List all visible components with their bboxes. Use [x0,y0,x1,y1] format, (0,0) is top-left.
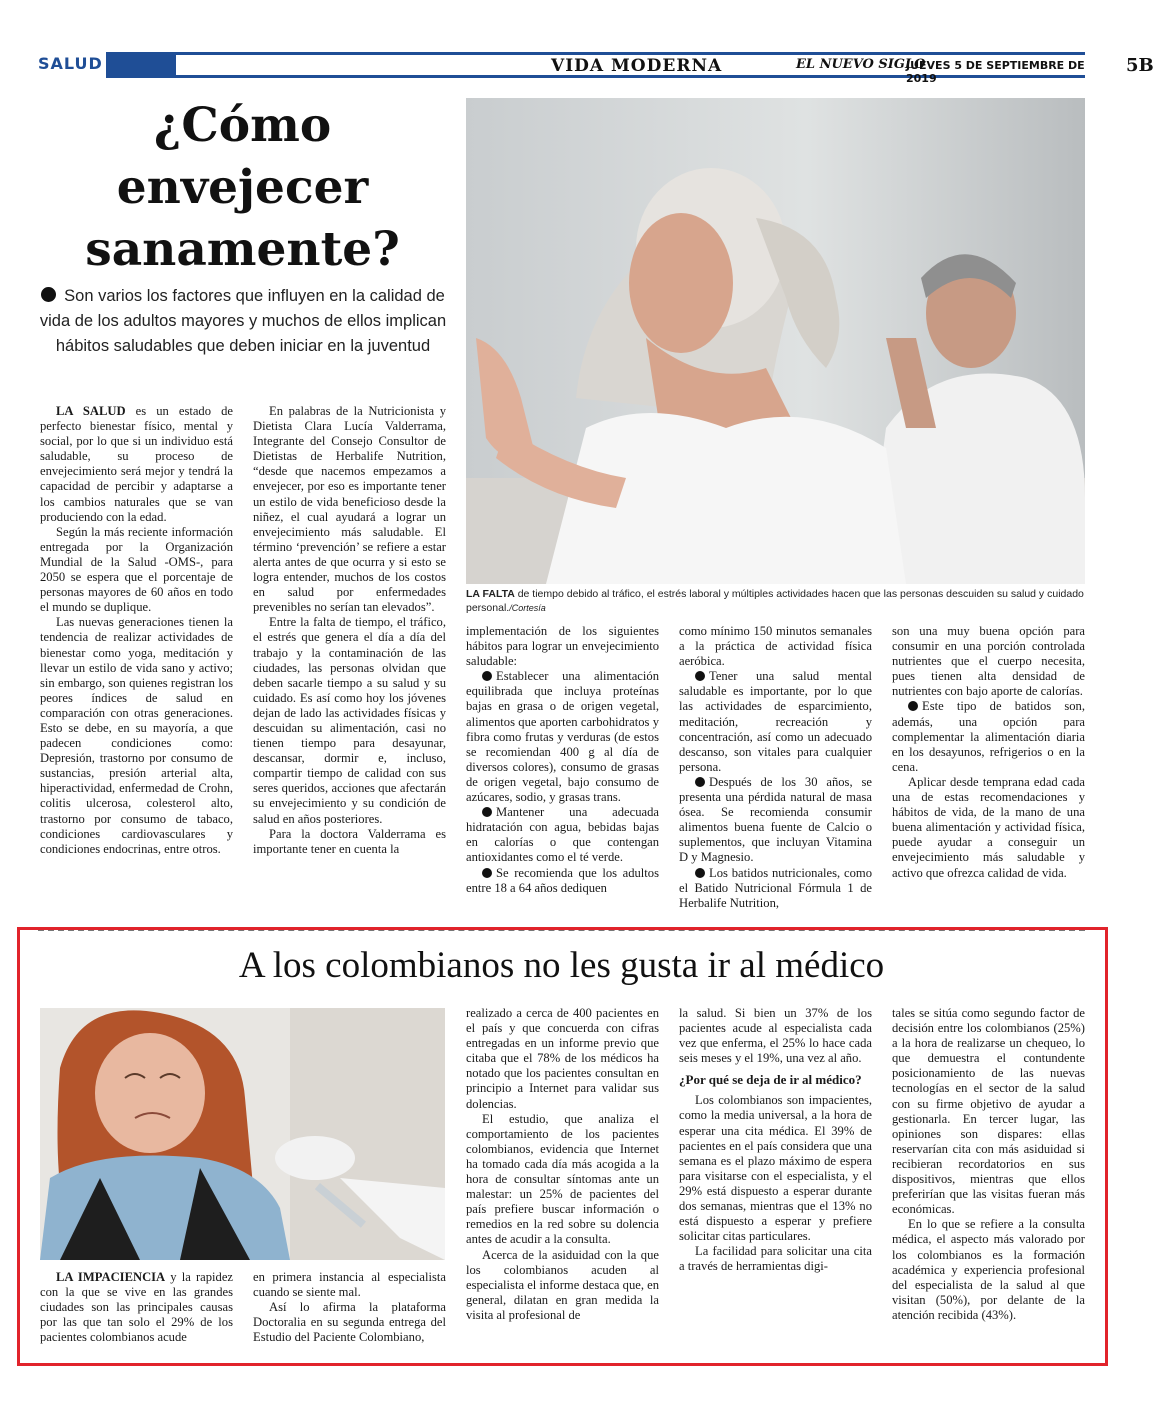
paragraph [40,1270,233,1345]
photo-credit: /Cortesía [509,603,546,613]
paragraph-text: en primera instancia al especialista cuando se siente mal. [253,1270,446,1300]
yoga-illustration [466,98,1085,584]
paragraph-text: El estudio, que analiza el comportamiento de los pacientes colombianos, evidencia que Internet ha tomado cada día más acogida a la hora de consultar síntomas ante un malestar: un 25% de pacientes del país prefiere buscar información o remedios en la red sobre su dolencia antes de acudir a la consulta. [466,1111,659,1247]
paragraph-text: Establecer una alimentación equilibrada que incluya proteínas bajas en grasa o de origen vegetal, alimentos que aporten carbohidratos y fibra como frutas y verduras (de estos se recomiendan 400 g al día de diversos colores), consumo de grasas de origen vegetal, bajo consumo de azúcares, sodio, y grasas trans. [466,669,659,805]
paragraph [253,1270,446,1300]
article1-column-5 [892,624,1085,920]
newspaper-name: EL NUEVO SIGLO [796,57,926,72]
bullet-icon [695,671,705,681]
header-band [106,52,1154,85]
caption-lead: LA FALTA [466,588,515,600]
article1-column-4 [679,624,872,920]
paragraph [892,699,1085,774]
paragraph-text: Se recomienda que los adultos entre 18 a 64 años dediquen [466,865,659,895]
paragraph-text: y la rapidez con la que se vive en las grandes ciudades son las principales causas por las que tan solo el 29% de los pacientes colombianos acude [40,1270,233,1345]
paragraph-text: La facilidad para solicitar una cita a través de herramientas digi- [679,1244,872,1274]
headline-line: sanamente? [85,222,400,277]
paragraph [253,827,446,857]
article2-column-4 [679,1006,872,1356]
paragraph [679,866,872,911]
paragraph [679,624,872,669]
article-deck [38,284,448,359]
paragraph-text: En palabras de la Nutricionista y Dietista Clara Lucía Valderrama, Integrante del Consejo Consultor de Dietistas de Herbalife Nutrition, “desde que nacemos empezamos a envejecer, por eso es importante tener un estilo de vida beneficioso desde la niñez, el cual ayudará a lograr un envejecimiento más saludable. El término ‘prevención’ se refiere a estar alerta antes de que ocurra y si esto se logra entender, muchos de los costos en salud por enfermedades prevenibles no serían tan elevados”. [253,404,446,615]
paragraph-text: En lo que se refiere a la consulta médica, el aspecto más valorado por los colombianos es la formación académica y experiencia profesional del especialista de la salud al que visitan (50%), por delante de la atención recibida (43%). [892,1217,1085,1322]
bullet-icon [482,671,492,681]
paragraph [253,404,446,615]
bullet-icon [41,287,56,302]
paragraph-text: Para la doctora Valderrama es importante tener en cuenta la [253,826,446,856]
headline-line: ¿Cómo [153,98,332,153]
paragraph-text: Según la más reciente información entregada por la Organización Mundial de la Salud -OMS-, para 2050 se espera que el porcentaje de personas mayores de 60 años en todo el mundo se duplique. [40,524,233,615]
band-title: VIDA MODERNA [551,56,723,76]
subheading: ¿Por qué se deja de ir al médico? [679,1072,862,1088]
paragraph [253,1300,446,1345]
deck-text: Son varios los factores que influyen en la calidad de vida de los adultos mayores y muchos de ellos implican hábitos saludables que deben iniciar en la juventud [39,287,447,355]
paragraph-text: Tener una salud mental saludable es importante, por lo que las actividades de esparcimiento, meditación, recreación y concentración, así como un adecuado descanso, son vitales para cualquier persona. [679,669,872,774]
paragraph-text: Mantener una adecuada hidratación con agua, bebidas bajas en calorías o que contengan antioxidantes como el té verde. [466,805,659,865]
paragraph [40,615,233,857]
paragraph [679,1006,872,1066]
paragraph [40,404,233,525]
vaccination-photo [40,1008,445,1260]
paragraph [40,525,233,616]
paragraph-text: la salud. Si bien un 37% de los pacientes acude al especialista cada vez que enferma, el 25% lo hace cada seis meses y el 19%, una vez al año. [679,1006,872,1066]
article2-column-3 [466,1006,659,1356]
issue-date: JUEVES 5 DE SEPTIEMBRE DE 2019 [906,59,1085,85]
article-divider [38,929,1085,931]
paragraph [892,775,1085,881]
paragraph-text: Los batidos nutricionales, como el Batido Nutricional Fórmula 1 de Herbalife Nutrition, [679,865,872,910]
article1-column-3 [466,624,659,920]
article2-headline: A los colombianos no les gusta ir al médico [238,945,885,986]
paragraph-text: es un estado de perfecto bienestar físico, mental y social, por lo que si un individuo está saludable, su proceso de envejecimiento será mejor y tendrá la capacidad de percibir y adaptarse a los cambios naturales que se van produciendo con la edad. [40,404,233,524]
paragraph [892,1217,1085,1323]
article1-column-1 [40,404,233,920]
paragraph-text: Aplicar desde temprana edad cada una de estas recomendaciones y hábitos de vida, de la mano de una buena alimentación y actividad física, puede ayudar a conseguir un envejecimiento más saludable y activo que ofrezca calidad de vida. [892,774,1085,880]
paragraph-text: Entre la falta de tiempo, el tráfico, el estrés que genera el día a día del trabajo y la contaminación de las ciudades, las personas olvidan que deben sacarle tiempo a su salud y su cuidado. Es así como hoy los jóvenes dejan de lado las actividades físicas y descuidan su alimentación, casi no tienen tiempo para desayunar, descansar, dormir e, incluso, compartir tiempo de calidad con sus seres queridos, acciones que afectarán su envejecimiento y su condición de salud en años posteriores. [253,615,446,826]
bullet-icon [695,777,705,787]
article2-column-1 [40,1270,233,1356]
paragraph-text: Las nuevas generaciones tienen la tendencia de realizar actividades de bienestar como yoga, meditación y llevar un estilo de vida sano y activo; sin embargo, son quienes registran los peores índices de salud en comparación con otras generaciones. Esto se debe, en su mayoría, a que padecen condiciones como: Depresión, trastorno por consumo de sustancias, presión arterial alta, hiperactividad, enfermedad de Crohn, colitis ulcerosa, colesterol alto, trastorno por consumo de tabaco, condiciones cardiovasculares y condiciones endocrinas, entre otros. [40,615,233,856]
paragraph-text: son una muy buena opción para consumir en una porción controlada nutrientes que el cuerpo necesita, pues tienen alta densidad de nutrientes con bajo aporte de calorías. [892,624,1085,699]
paragraph-text: Así lo afirma la plataforma Doctoralia en su segunda entrega del Estudio del Paciente Colombiano, [253,1300,446,1345]
lead-in: LA SALUD [56,404,126,418]
bullet-icon [482,868,492,878]
paragraph [466,1248,659,1323]
paragraph [892,624,1085,699]
paragraph [466,866,659,896]
paragraph [892,1006,1085,1217]
paragraph-text: Después de los 30 años, se presenta una pérdida natural de masa ósea. Se recomienda consumir alimentos buena fuente de Calcio o suplementos, que incluyan Vitamina D y Magnesio. [679,774,872,865]
paragraph [679,1093,872,1244]
paragraph-text: Acerca de la asiduidad con la que los colombianos acuden al especialista el informe destaca que, en general, dilatan en gran medida la visita al profesional de [466,1247,660,1322]
paragraph [466,805,659,865]
article2-column-5 [892,1006,1085,1356]
photo-caption [466,587,1085,615]
paragraph [679,669,872,775]
paragraph [679,1244,872,1274]
paragraph-text: como mínimo 150 minutos semanales a la práctica de actividad física aeróbica. [679,624,872,669]
paragraph-text: realizado a cerca de 400 pacientes en el país y que concuerda con cifras entregadas en un informe previo que citaba que el 78% de los médicos ha notado que los pacientes consultan en principio a Internet para validar sus dolencias. [466,1006,659,1111]
vaccination-illustration [40,1008,445,1260]
paragraph [466,1006,659,1112]
paragraph [466,669,659,805]
paragraph-text: Los colombianos son impacientes, como la media universal, a la hora de esperar una cita médica. El 39% de pacientes en el país considera que una semana es el plazo máximo de espera para visitarse con el especialista, y el 29% está dispuesto a esperar durante dos semanas, mientras que el 13% no está dispuesto a esperar y prefiere solicitar citas particulares. [679,1093,872,1244]
yoga-photo [466,98,1085,584]
paragraph-text: implementación de los siguientes hábitos para lograr un envejecimiento saludable: [466,624,659,669]
article-headline [40,95,445,281]
paragraph-text: tales se sitúa como segundo factor de decisión entre los colombianos (25%) a la hora de realizarse un chequeo, lo que demuestra el contundente posicionamiento de las nuevas tecnologías en el sector de la salud con su firme objetivo de ayudar a gestionarla. En tercer lugar, las opiniones son dispares: ellas reservarían cita con más asiduidad si recibieran recordatorios en sus dispositivos, mientras que ellos preferirían que las visitas fueran más económicas. [892,1006,1085,1217]
lead-in: LA IMPACIENCIA [56,1270,166,1284]
page-header [38,52,1154,85]
paragraph [253,615,446,826]
paragraph-text: Este tipo de batidos son, además, una opción para complementar la alimentación diaria en los desayunos, refrigerios o en la cena. [892,699,1085,774]
paragraph [679,775,872,866]
bullet-icon [695,868,705,878]
paragraph [466,1112,659,1248]
paragraph [466,624,659,669]
article1-column-2 [253,404,446,920]
header-band-accent [106,55,176,75]
page-number: 5B [1126,55,1154,76]
section-label: SALUD [38,54,103,73]
headline-line: envejecer [116,160,369,215]
article2-column-2 [253,1270,446,1356]
bullet-icon [908,701,918,711]
bullet-icon [482,807,492,817]
caption-text: de tiempo debido al tráfico, el estrés laboral y múltiples actividades hacen que las personas descuiden su salud y cuidado personal. [466,588,1084,614]
